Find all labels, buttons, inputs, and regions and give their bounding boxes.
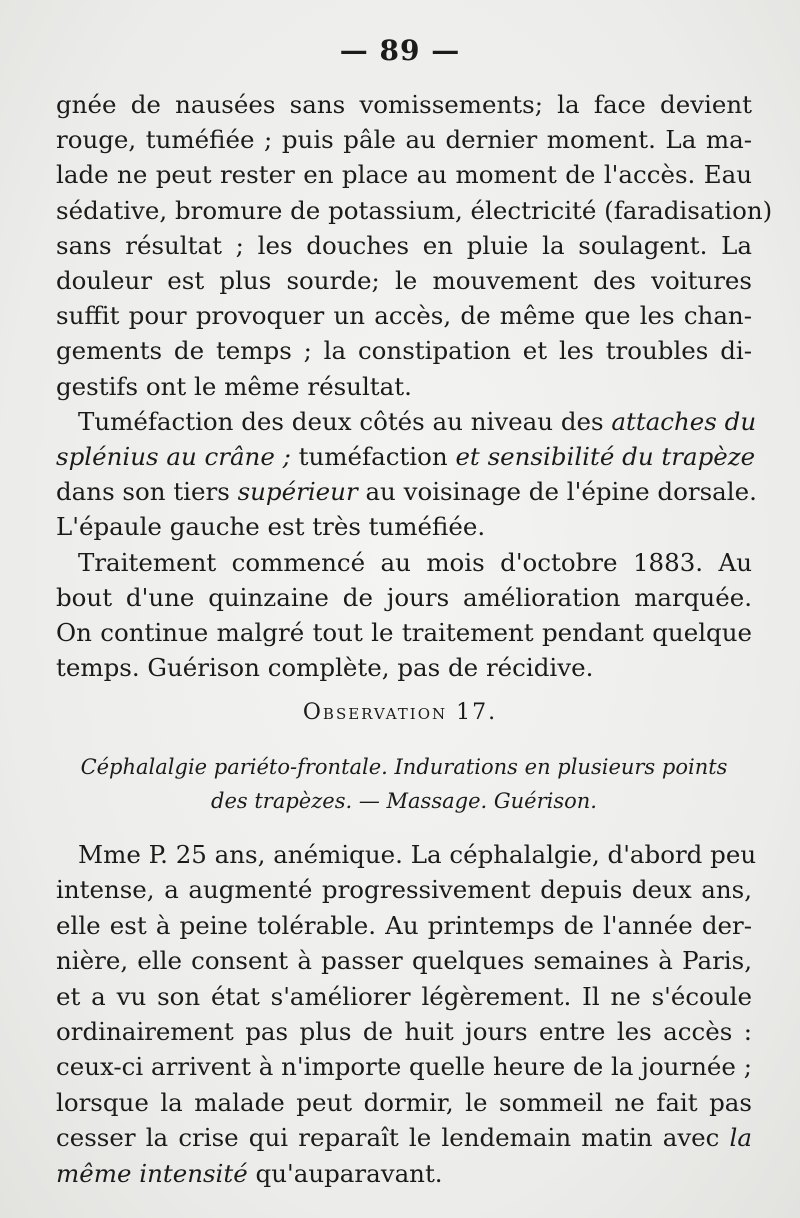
text-line [56, 838, 757, 872]
text-run: Mme P. 25 ans, anémique. La céphalalgie, d'abord peu [78, 840, 757, 869]
text-line [56, 299, 752, 333]
text-run: au voisinage de l'épine dorsale. [357, 477, 757, 507]
text-run: Tuméfaction des deux côtés au niveau des [78, 406, 612, 436]
text-run: gnée de nausées sans vomissements; la face devient [56, 90, 752, 119]
text-run: L'épaule gauche est très tuméfiée. [56, 512, 486, 542]
text-run: sédative, bromure de potassium, électricité (faradisation) [56, 195, 773, 225]
text-run: intense, a augmenté progressivement depuis deux ans, [56, 875, 752, 905]
text-run: Traitement commencé au mois d'octobre 1883. Au [78, 547, 752, 577]
text-run: ordinairement pas plus de huit jours entre les accès : [56, 1017, 752, 1046]
text-run: bout d'une quinzaine de jours amélioration marquée. [56, 582, 752, 612]
text-run: dans son tiers [56, 477, 238, 507]
text-line [56, 440, 756, 474]
text-run: cesser la crise qui reparaît le lendemain matin avec [56, 1123, 730, 1153]
italic-text: supérieur [237, 477, 358, 507]
italic-text: et sensibilité du trapèze [455, 442, 756, 471]
text-run: tuméfaction [290, 442, 456, 471]
text-run: On continue malgré tout le traitement pendant quelque [56, 618, 752, 647]
text-line [56, 873, 752, 907]
text-run: lorsque la malade peut dormir, le sommeil ne fait pas [56, 1087, 752, 1117]
text-line [56, 1121, 752, 1155]
text-line [56, 651, 752, 685]
text-line [56, 194, 773, 228]
text-line [56, 510, 752, 544]
text-line [56, 475, 757, 509]
text-line [56, 370, 752, 404]
text-line [56, 944, 752, 978]
text-line [56, 88, 752, 122]
page-number: — 89 — [339, 34, 461, 67]
text-line [56, 1050, 752, 1084]
text-line [56, 581, 752, 615]
text-line [56, 264, 752, 298]
text-run: nière, elle consent à passer quelques semaines à Paris, [56, 946, 752, 976]
observation-subtitle-line: des trapèzes. — Massage. Guérison. [211, 789, 597, 813]
observation-subtitle-line: Céphalalgie pariéto-frontale. Indurations en plusieurs points [80, 755, 728, 779]
text-line [56, 123, 752, 157]
italic-text: attaches du [611, 406, 757, 436]
text-line [56, 616, 752, 650]
text-line [56, 158, 752, 192]
italic-text: splénius au crâne ; [56, 442, 291, 471]
text-run: suffit pour provoquer un accès, de même que les chan- [56, 301, 752, 331]
text-run: gements de temps ; la constipation et les troubles di- [56, 336, 752, 366]
text-run: ceux-ci arrivent à n'importe quelle heure de la journée ; [56, 1052, 752, 1082]
text-run: elle est à peine tolérable. Au printemps de l'année der- [56, 910, 752, 940]
text-line [56, 980, 752, 1014]
text-run: et a vu son état s'améliorer légèrement. Il ne s'écoule [56, 981, 752, 1011]
observation-heading: Observation 17. [302, 700, 498, 725]
text-line [56, 1086, 752, 1120]
text-run: rouge, tuméfiée ; puis pâle au dernier moment. La ma- [56, 125, 752, 155]
italic-text: même intensité [56, 1158, 248, 1188]
text-run: lade ne peut rester en place au moment de l'accès. Eau [56, 160, 752, 190]
text-run: douleur est plus sourde; le mouvement des voitures [56, 266, 752, 295]
text-line [56, 405, 757, 439]
text-run: temps. Guérison complète, pas de récidive. [56, 653, 594, 683]
text-line [56, 546, 752, 580]
text-line [56, 1157, 752, 1191]
text-run: sans résultat ; les douches en pluie la soulagent. La [56, 230, 752, 260]
text-line [56, 229, 752, 263]
text-run: gestifs ont le même résultat. [56, 371, 412, 401]
text-line [56, 909, 752, 943]
italic-text: la [729, 1123, 752, 1153]
text-line [56, 1015, 752, 1049]
text-line [56, 334, 752, 368]
text-run: qu'auparavant. [247, 1158, 443, 1188]
